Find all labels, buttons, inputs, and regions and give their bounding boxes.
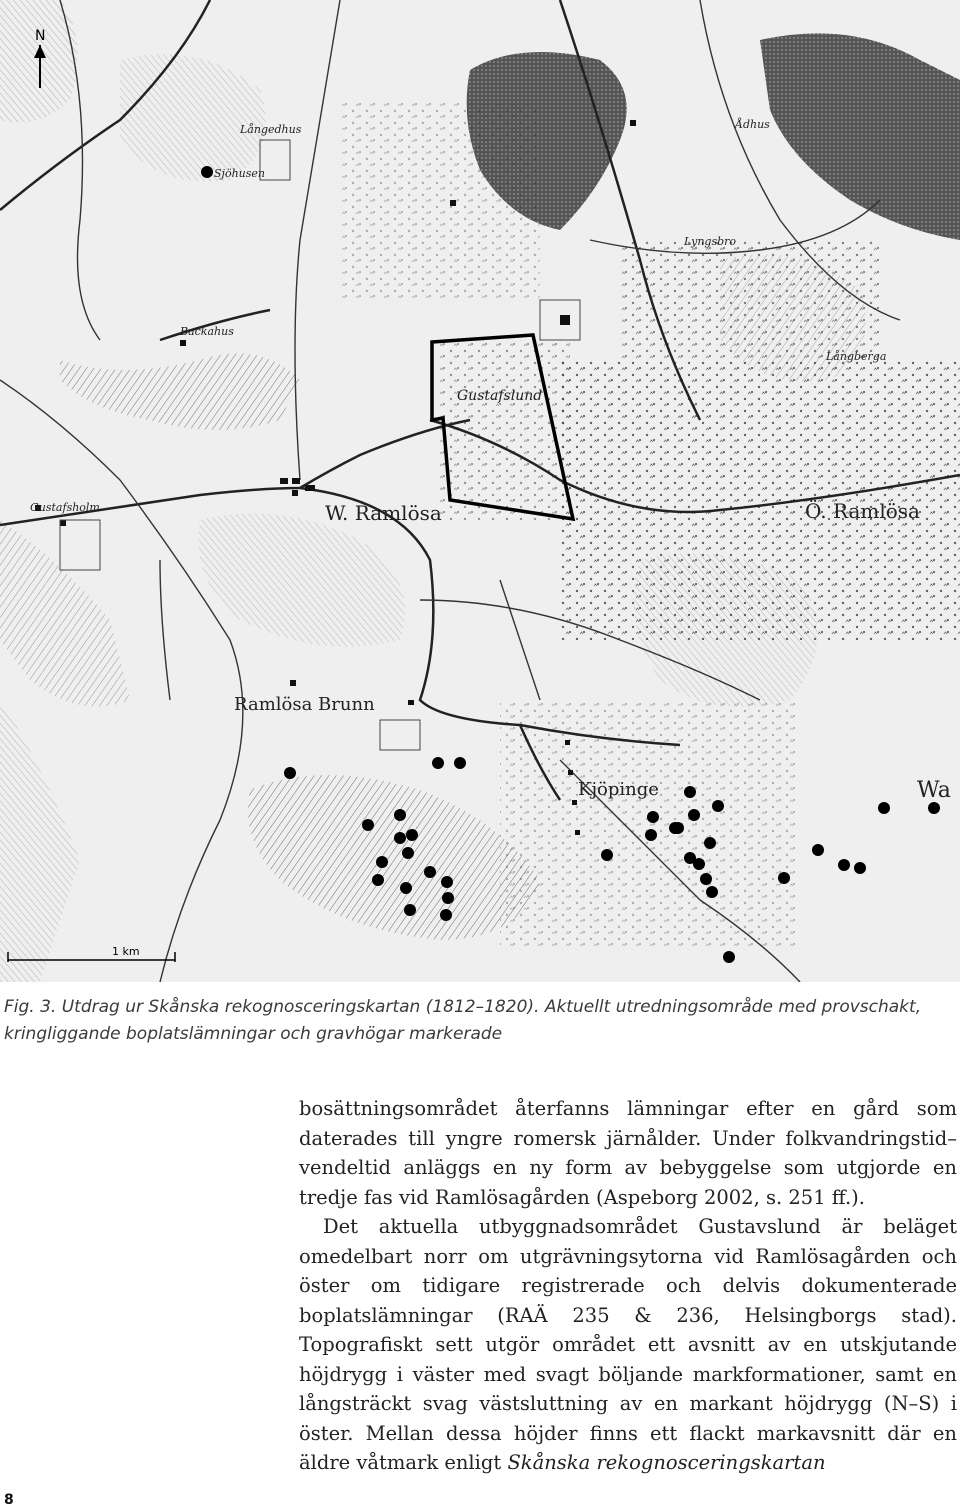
figure-caption: [4, 994, 956, 1048]
place-wa: Wa: [917, 778, 951, 803]
paragraph-2-text: Det aktuella utbyggnadsområdet Gustavslund är beläget omedelbart norr om utgrävningsytorna vid Ramlösagården och öster om tidigare registrerade och delvis dokumenterade boplatslämningar (RAÄ 235 & 236, Helsingborgs stad). Topografiskt sett utgör området ett avsnitt av en utskjutande höjdrygg i väster med svagt böljande markformationer, samt en långsträckt svag västsluttning av en markant höjdrygg (N–S) i öster. Mellan dessa höjder finns ett flackt markavsnitt där en äldre våtmark enligt: [299, 1215, 957, 1474]
place-kjopinge: Kjöpinge: [578, 779, 659, 800]
tree-symbols: [500, 700, 800, 950]
place-w-ramlosa: W. Ramlösa: [325, 501, 442, 525]
page-number: 8: [4, 1492, 14, 1508]
paragraph-2-italic: Skånska rekognosceringskartan: [507, 1451, 826, 1474]
body-text: [299, 1094, 957, 1478]
scale-label: 1 km: [112, 945, 140, 958]
place-langedhus: Långedhus: [240, 123, 302, 136]
paragraph-2: [299, 1212, 957, 1478]
place-sjohusen: Sjöhusen: [214, 167, 265, 180]
north-label: N: [35, 28, 46, 44]
caption-label: Fig. 3.: [4, 997, 57, 1017]
place-adhus: Ådhus: [735, 118, 770, 131]
place-langberga: Långberga: [826, 350, 887, 363]
tree-symbols: [340, 100, 540, 300]
tree-symbols: [620, 240, 880, 360]
place-ramlosa-brunn: Ramlösa Brunn: [234, 694, 375, 715]
caption-text: Utdrag ur Skånska rekognosceringskartan (1812–1820). Aktuellt utredningsområde med provschakt, kringliggande boplatslämningar och gravhögar markerade: [4, 997, 922, 1044]
place-lyngsbro: Lyngsbro: [684, 235, 737, 248]
place-gustafslund: Gustafslund: [457, 388, 543, 404]
place-gustafsholm: Gustafsholm: [30, 501, 100, 514]
paragraph-1: bosättningsområdet återfanns lämningar efter en gård som daterades till yngre romersk järnålder. Under folkvandringstid–vendeltid anläggs en ny form av bebyggelse som utgjorde en tredje fas vid Ramlösagården (Aspeborg 2002, s. 251 ff.).: [299, 1097, 957, 1209]
place-backahus: Backahus: [180, 325, 234, 338]
place-o-ramlosa: Ö. Ramlösa: [805, 499, 920, 523]
